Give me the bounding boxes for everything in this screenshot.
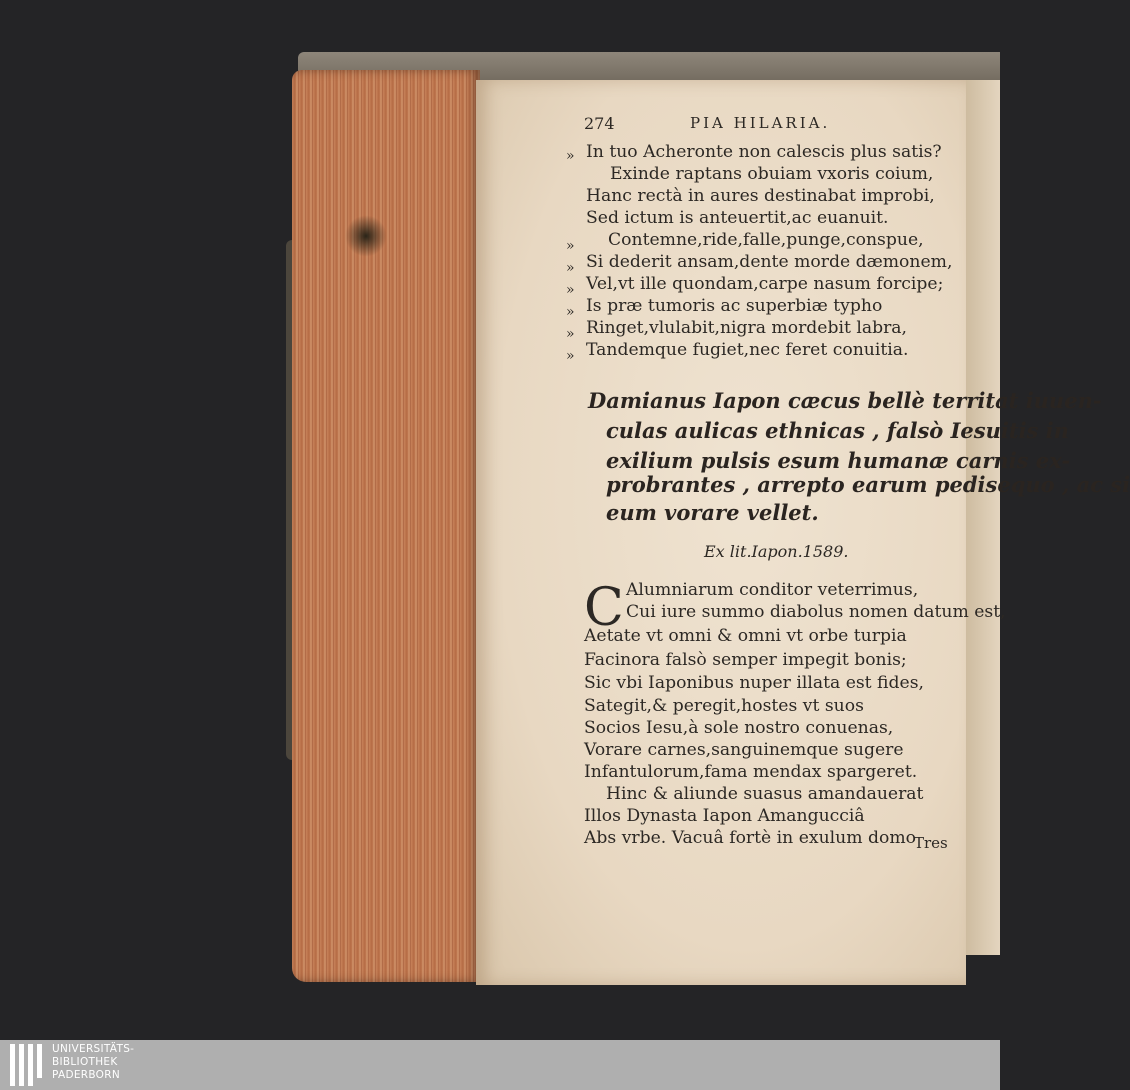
- verse-line: Abs vrbe. Vacuâ fortè in exulum domo: [584, 828, 916, 848]
- library-name-line: BIBLIOTHEK: [52, 1056, 118, 1068]
- drop-cap: C: [584, 578, 624, 638]
- facing-page-edge: [965, 80, 1000, 955]
- verse-line: Contemne,ride,falle,punge,conspue,: [608, 230, 924, 250]
- quote-mark: »: [566, 260, 575, 276]
- verse-line: Si dederit ansam,dente morde dæmonem,: [586, 252, 953, 272]
- stain-mark: [345, 215, 387, 257]
- library-name: [52, 1043, 134, 1082]
- library-name-line: UNIVERSITÄTS-: [52, 1043, 135, 1055]
- verse-line: Ringet,vlulabit,nigra mordebit labra,: [586, 318, 908, 338]
- verse-line: Tandemque fugiet,nec feret conuitia.: [586, 340, 909, 360]
- page-edges: [292, 70, 480, 982]
- heading-line: probrantes , arrepto earum pedisequo , ac si: [606, 472, 1130, 497]
- heading-line: Damianus Iapon cæcus bellè territat iuuen-: [588, 388, 1102, 413]
- verse-line: Infantulorum,fama mendax spargeret.: [584, 762, 918, 782]
- catchword: Tres: [914, 834, 948, 852]
- heading-line: exilium pulsis esum humanæ carnis ex-: [606, 448, 1071, 473]
- verse-line: Facinora falsò semper impegit bonis;: [584, 650, 907, 670]
- heading-line: culas aulicas ethnicas , falsò Iesuitis in: [606, 418, 1069, 443]
- verse-line: Sategit,& peregit,hostes vt suos: [584, 696, 864, 716]
- verse-line: Vel,vt ille quondam,carpe nasum forcipe;: [586, 274, 944, 294]
- running-title: PIA HILARIA.: [690, 114, 831, 132]
- page-number: 274: [584, 114, 615, 133]
- library-name-line: PADERBORN: [52, 1069, 120, 1081]
- quote-mark: »: [566, 326, 575, 342]
- verse-line: Hanc rectà in aures destinabat improbi,: [586, 186, 935, 206]
- library-logo-icon: [10, 1044, 44, 1086]
- quote-mark: »: [566, 304, 575, 320]
- verse-line: Exinde raptans obuiam vxoris coium,: [610, 164, 934, 184]
- source-citation: Ex lit.Iapon.1589.: [704, 542, 849, 561]
- verse-line: Sic vbi Iaponibus nuper illata est fides,: [584, 673, 924, 693]
- footer-bar: [0, 1040, 1000, 1090]
- verse-line: Hinc & aliunde suasus amandauerat: [606, 784, 924, 804]
- verse-line: In tuo Acheronte non calescis plus satis?: [586, 142, 942, 162]
- quote-mark: »: [566, 348, 575, 364]
- quote-mark: »: [566, 282, 575, 298]
- quote-mark: »: [566, 238, 575, 254]
- verse-line: Illos Dynasta Iapon Amangucciâ: [584, 806, 865, 826]
- verse-line: Sed ictum is anteuertit,ac euanuit.: [586, 208, 889, 228]
- verse-line: Vorare carnes,sanguinemque sugere: [584, 740, 904, 760]
- page-header: [584, 114, 884, 136]
- verse-line: Aetate vt omni & omni vt orbe turpia: [584, 626, 907, 646]
- quote-mark: »: [566, 148, 575, 164]
- verse-line: Socios Iesu,à sole nostro conuenas,: [584, 718, 894, 738]
- verse-line: Cui iure summo diabolus nomen datum est,: [626, 602, 1006, 622]
- verse-line: Is præ tumoris ac superbiæ typho: [586, 296, 883, 316]
- heading-line: eum vorare vellet.: [606, 500, 819, 525]
- verse-line: Alumniarum conditor veterrimus,: [626, 580, 919, 600]
